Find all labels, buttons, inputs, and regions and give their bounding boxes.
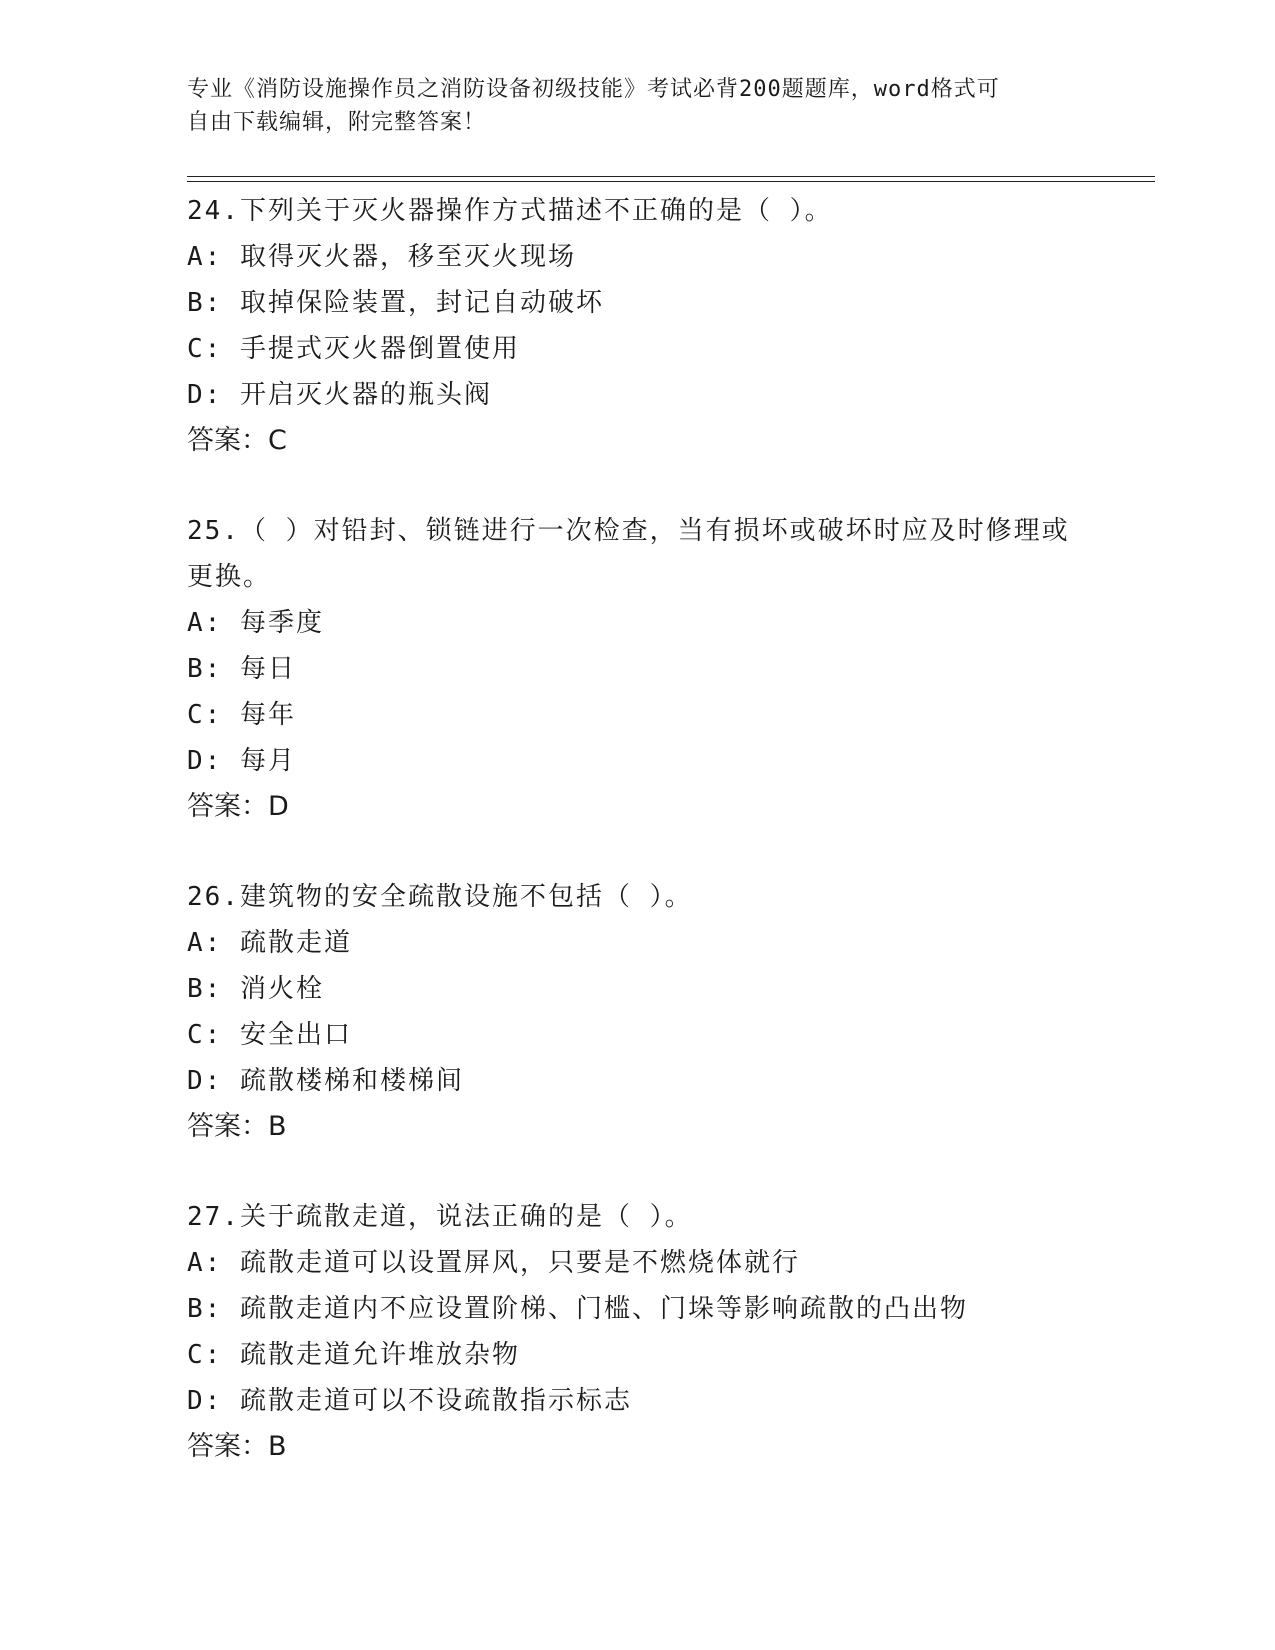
option-a <box>187 920 1087 966</box>
option-key: A: <box>187 928 223 958</box>
option-c <box>187 1332 1087 1378</box>
option-c <box>187 692 1087 738</box>
option-d <box>187 1378 1087 1424</box>
option-b <box>187 1286 1087 1332</box>
question-stem: 26.建筑物的安全疏散设施不包括（ ）。 <box>187 882 693 912</box>
option-key: A: <box>187 1248 223 1278</box>
option-key: D: <box>187 746 223 776</box>
option-key: D: <box>187 380 223 410</box>
option-c <box>187 1012 1087 1058</box>
question-block <box>187 188 1087 464</box>
option-b <box>187 966 1087 1012</box>
option-text: 取掉保险装置，封记自动破坏 <box>239 288 604 318</box>
question-block <box>187 508 1087 830</box>
option-key: D: <box>187 1386 223 1416</box>
option-text: 疏散楼梯和楼梯间 <box>239 1066 464 1096</box>
option-a <box>187 234 1087 280</box>
option-d <box>187 372 1087 418</box>
option-text: 每月 <box>239 746 296 776</box>
option-a <box>187 1240 1087 1286</box>
question-stem: 27.关于疏散走道，说法正确的是（ ）。 <box>187 1202 693 1232</box>
option-text: 每季度 <box>239 608 324 638</box>
question-block <box>187 1194 1087 1470</box>
option-key: C: <box>187 1020 223 1050</box>
question-stem: 25.（ ）对铅封、锁链进行一次检查，当有损坏或破坏时应及时修理或更换。 <box>187 516 1070 592</box>
option-text: 消火栓 <box>239 974 324 1004</box>
question-block <box>187 874 1087 1150</box>
option-key: D: <box>187 1066 223 1096</box>
answer-line: 答案：B <box>187 1111 287 1142</box>
option-key: B: <box>187 1294 223 1324</box>
option-b <box>187 646 1087 692</box>
option-text: 疏散走道内不应设置阶梯、门槛、门垛等影响疏散的凸出物 <box>239 1294 968 1324</box>
option-key: A: <box>187 608 223 638</box>
option-key: C: <box>187 334 223 364</box>
option-key: A: <box>187 242 223 272</box>
header-line-1: 专业《消防设施操作员之消防设备初级技能》考试必背200题题库，word格式可 <box>187 77 1000 102</box>
question-stem: 24.下列关于灭火器操作方式描述不正确的是（ ）。 <box>187 196 833 226</box>
option-text: 疏散走道可以设置屏风，只要是不燃烧体就行 <box>239 1248 800 1278</box>
option-text: 开启灭火器的瓶头阀 <box>239 380 492 410</box>
option-text: 手提式灭火器倒置使用 <box>239 334 520 364</box>
option-text: 疏散走道可以不设疏散指示标志 <box>239 1386 632 1416</box>
option-text: 疏散走道允许堆放杂物 <box>239 1340 520 1370</box>
document-header <box>187 73 1087 139</box>
option-d <box>187 1058 1087 1104</box>
header-divider-top <box>187 176 1155 177</box>
option-d <box>187 738 1087 784</box>
option-text: 每年 <box>239 700 296 730</box>
header-divider-bottom <box>187 181 1155 182</box>
header-line-2: 自由下载编辑，附完整答案！ <box>187 110 487 135</box>
answer-line: 答案：B <box>187 1431 287 1462</box>
option-text: 安全出口 <box>239 1020 352 1050</box>
option-key: C: <box>187 700 223 730</box>
option-key: C: <box>187 1340 223 1370</box>
option-key: B: <box>187 974 223 1004</box>
answer-line: 答案：D <box>187 791 289 822</box>
option-c <box>187 326 1087 372</box>
option-text: 每日 <box>239 654 296 684</box>
option-text: 取得灭火器，移至灭火现场 <box>239 242 576 272</box>
option-b <box>187 280 1087 326</box>
option-a <box>187 600 1087 646</box>
answer-line: 答案：C <box>187 425 287 456</box>
option-key: B: <box>187 654 223 684</box>
option-text: 疏散走道 <box>239 928 352 958</box>
option-key: B: <box>187 288 223 318</box>
